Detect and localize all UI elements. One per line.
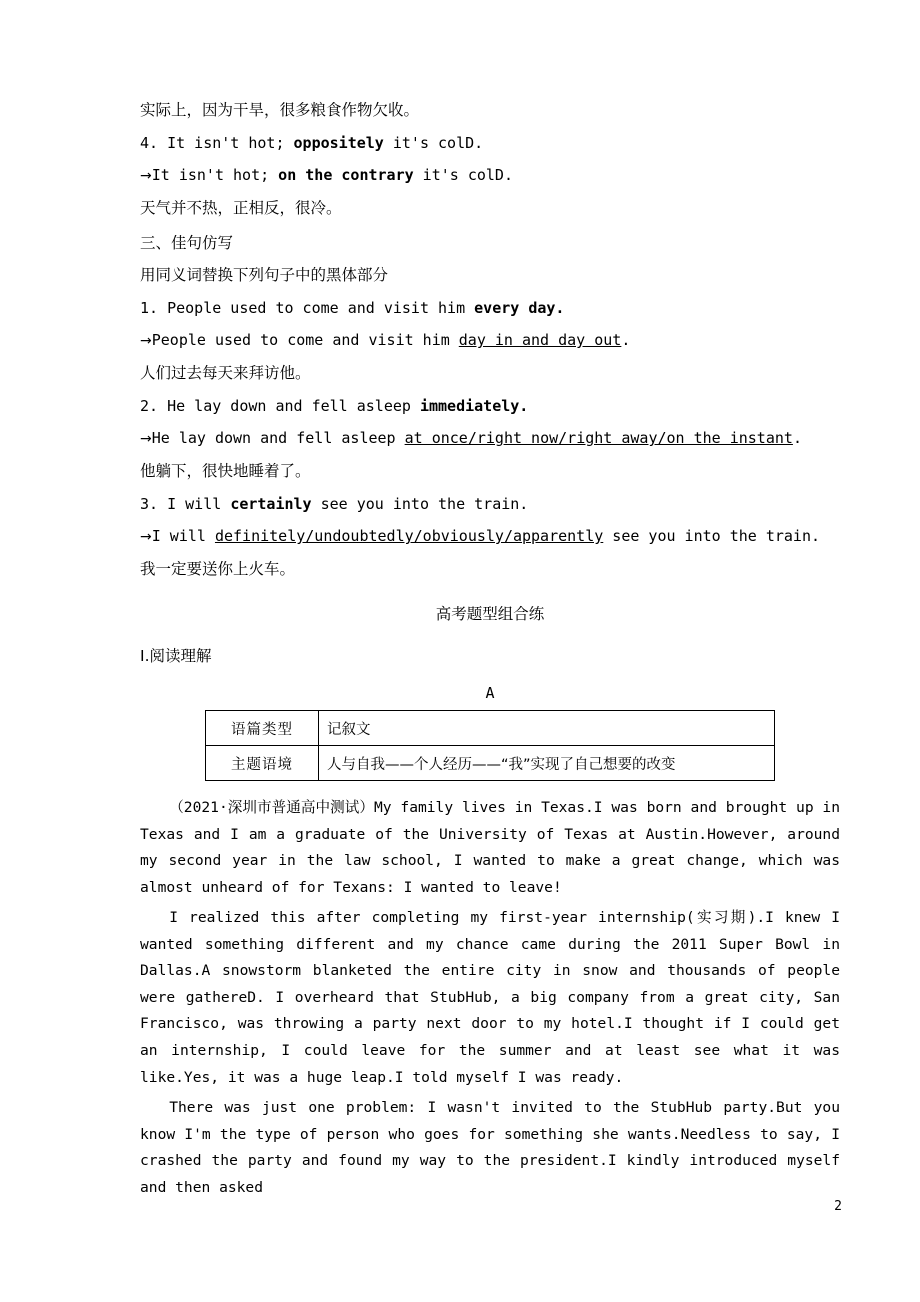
item3-answer-underline: definitely/undoubtedly/obviously/apparently [214,527,604,546]
part-three-instruction: 用同义词替换下列句子中的黑体部分 [140,265,389,284]
exam-section-title: 高考题型组合练 [435,605,545,624]
item2-translation: 他躺下，很快地睡着了。 [140,462,311,481]
row-label-text-type: 语篇类型 [206,711,319,746]
item4-answer-prefix: It isn't hot; [151,166,279,185]
item3-suffix: see you into the train. [311,495,529,514]
synonym-line-cn: 实际上，因为干旱，很多粮食作物欠收。 [140,101,420,119]
exercise-item-4-answer [140,165,840,186]
item3-answer-prefix: I will [151,527,215,546]
arrow-icon: → [140,529,152,546]
reading-comprehension-heading: Ⅰ.阅读理解 [140,647,212,666]
item1-answer-underline: day in and day out [458,331,622,350]
practice-item-2-answer [140,428,840,449]
arrow-icon: → [140,431,152,448]
practice-item-3 [140,494,840,514]
passage-paragraph-1: （2021·深圳市普通高中测试）My family lives in Texas.I was born and brought up in Texas and I am a graduate of the University of Texas at Austin.However, around my second year in the law school, I wanted to make a great change, which was almost unheard of for Texans: I wanted to leave! [140,799,840,896]
item1-translation: 人们过去每天来拜访他。 [140,364,311,383]
item1-answer-prefix: People used to come and visit him [151,331,459,350]
practice-item-3-answer [140,526,840,547]
item2-number: 2. [140,396,168,415]
item3-answer-suffix: see you into the train. [603,527,821,546]
passage-letter: A [485,684,495,703]
row-label-theme: 主题语境 [206,746,319,781]
item1-answer-suffix: . [621,331,631,350]
item2-answer-suffix: . [792,429,802,448]
table-row [206,746,775,781]
item4-answer-suffix: it's colD. [413,166,513,185]
item1-bold: every day. [474,298,565,317]
practice-item-2 [140,396,840,416]
row-value-theme: 人与自我——个人经历——“我”实现了自己想要的改变 [319,746,775,781]
passage-paragraph-2: I realized this after completing my first-year internship(实习期).I knew I wanted something different and my chance came during the 2011 Super Bowl in Dallas.A snowstorm blanketed the entire city in snow and thousands of people were gathereD. I overheard that StubHub, a big company from a great city, San Francisco, was throwing a party next door to my hotel.I thought if I could get an internship, I could leave for the summer and at least see what it was like.Yes, it was a huge leap.I told myself I was ready. [140,909,840,1086]
item3-bold: certainly [230,495,312,514]
item2-bold: immediately. [419,396,529,415]
item2-answer-prefix: He lay down and fell asleep [151,429,405,448]
exercise-item-4 [140,133,840,153]
page-content [140,100,840,1205]
item4-answer-bold: on the contrary [278,166,414,185]
arrow-icon: → [140,333,152,350]
item4-prefix: 4. It isn't hot; [140,133,294,152]
row-value-text-type: 记叙文 [319,711,775,746]
item2-answer-underline: at once/right now/right away/on the instant [404,429,793,448]
page-number: 2 [834,1199,842,1214]
item1-prefix: People used to come and visit him [167,298,475,317]
part-three-heading: 三、佳句仿写 [140,233,234,252]
item3-translation: 我一定要送你上火车。 [140,560,296,579]
arrow-icon: → [140,168,152,185]
item3-prefix: I will [167,495,231,514]
item3-number: 3. [140,495,168,514]
practice-item-1 [140,298,840,318]
practice-item-1-answer [140,330,840,351]
item4-translation: 天气并不热，正相反，很冷。 [140,199,342,218]
table-row [206,711,775,746]
passage-paragraph-3: There was just one problem: I wasn't invited to the StubHub party.But you know I'm the type of person who goes for something she wants.Needless to say, I crashed the party and found my way to the president.I kindly introduced myself and then asked [140,1099,840,1196]
passage-info-table [205,710,775,781]
item2-prefix: He lay down and fell asleep [167,396,420,415]
item4-bold: oppositely [293,133,384,152]
item1-number: 1. [140,298,168,317]
item4-suffix: it's colD. [383,133,484,152]
